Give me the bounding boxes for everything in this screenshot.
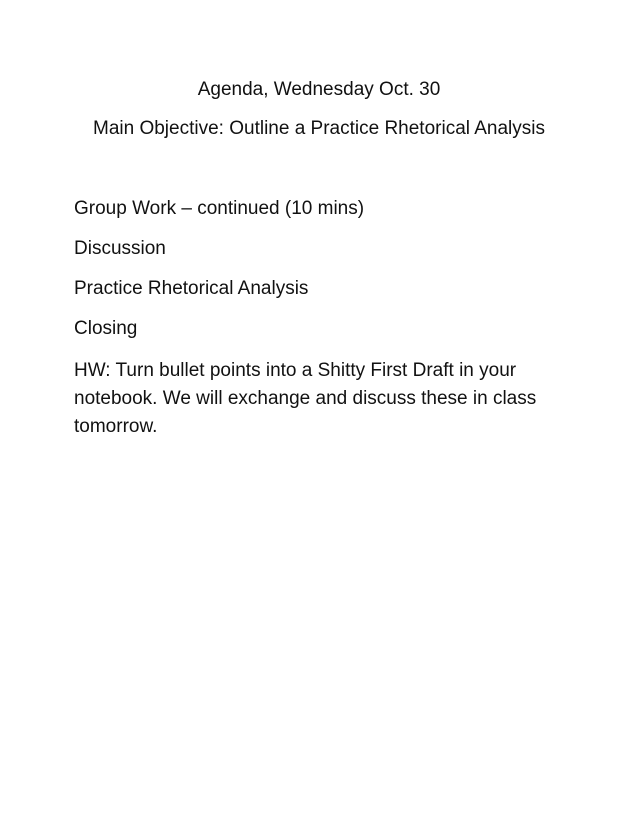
main-objective: Main Objective: Outline a Practice Rhetorical Analysis xyxy=(93,118,545,139)
agenda-item-discussion: Discussion xyxy=(74,238,166,259)
agenda-item-closing: Closing xyxy=(74,318,138,339)
agenda-list xyxy=(74,196,564,356)
homework-text: HW: Turn bullet points into a Shitty First Draft in your notebook. We will exchange and discuss these in class tomorrow. xyxy=(74,360,537,437)
agenda-item-group-work: Group Work – continued (10 mins) xyxy=(74,198,365,219)
agenda-item-practice-analysis: Practice Rhetorical Analysis xyxy=(74,278,309,299)
agenda-title: Agenda, Wednesday Oct. 30 xyxy=(197,79,441,100)
